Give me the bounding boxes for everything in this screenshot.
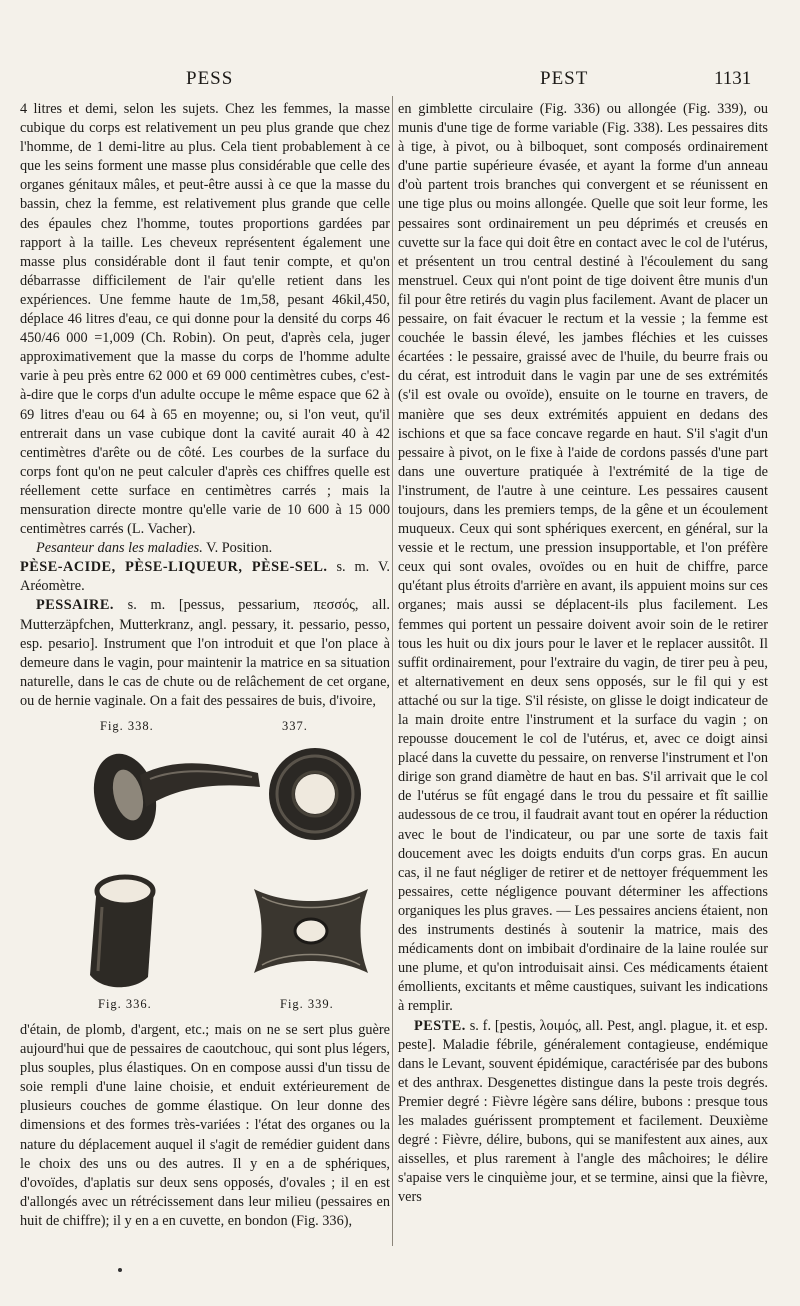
stem-pessary-illustration <box>80 735 270 855</box>
page-number: 1131 <box>714 68 752 89</box>
pesanteur-ref: V. Position. <box>202 540 273 557</box>
fig-339-caption: Fig. 339. <box>280 997 334 1011</box>
paragraph-pessary-use: en gimblette circulaire (Fig. 336) ou allongée (Fig. 339), ou munis d'une tige de forme variable (Fig. 338). Les pessaires dits à tige, à pivot, ou à bilboquet, sont composés ordinairement d'une partie supérieure évasée, et ayant la forme d'un anneau d'où partent trois branches qui convergent et se réunissent en une tige plus ou moins allongée. Quelle que soit leur forme, les pessaires sont ordinairement un peu déprimés et creusés en cuvette sur la face qui doit être en contact avec le col de l'utérus, et présentent un trou central destiné à l'écoulement du sang menstruel. Ceux qui n'ont point de tige doivent être munis d'un fil pour être retirés du vagin plus facilement. Avant de placer un pessaire, on fait évacuer le rectum et la vessie ; la femme est couchée le bassin élevé, les jambes fléchies et les cuisses écartées : le pessaire, graissé avec de l'huile, du beurre frais ou du cérat, est introduit dans le vagin par une de ses extrémités (s'il est ovale ou ovoïde), ensuite on le tourne en travers, de manière que ses deux extrémités appuient en dedans des ischions et que sa face concave regarde en haut. S'il s'agit d'un pessaire à pivot, on le fixe à l'aide de cordons passés d'une part dans une ouverture pratiquée à l'extrémité de la tige de l'instrument, de l'autre à une ceinture. Les pessaires causent toujours, dans les premiers temps, de la gêne et un écoulement muqueux. Ceux qui sont sphériques exercent, en général, sur la vessie et le rectum, une pression insupportable, et l'on préfère ceux qui sont ovales, ovoïdes ou en huit de chiffre, parce qu'étant plus étroits d'arrière en avant, ils appuient moins sur ces organes; mais aussi se déplacent-ils plus facilement. Les femmes qui portent un pessaire doivent avoir soin de le retirer tous les huit ou dix jours pour le laver et le replacer aussitôt. Il suffit ordinairement, pour l'extraire du vagin, de tirer peu à peu, et alternativement en deux sens opposés, sur le fil qui y est attaché ou sur la tige. S'il résiste, on glisse le doigt indicateur de la main droite entre l'instrument et la surface du vagin ; on repousse doucement le col de l'utérus, et, avec ce doigt ainsi placé dans la cuvette du pessaire, on renverse l'instrument et l'on dirige son grand diamètre de haut en bas. S'il arrivait que le col de l'utérus se fût engagé dans le trou du pessaire et fît saillie audessous de ce trou, il faudrait avant tout en opérer la réduction avec le bout de l'indicateur, ou par une sorte de taxis fait doucement avec les doigts enduits d'un corps gras. En aucun cas, il ne faut négliger de retirer et de nettoyer fréquemment les pessaires, cette négligence pouvant déterminer les affections organiques les plus graves. — Les pessaires anciens étaient, non des instruments destinés à soutenir la matrice, mais des médicaments dont on imbibait d'ordinaire de la laine roulée sur une plume, et qu'on introduisait ainsi. Ces médicaments étaient émollients, excitants et même caustiques, suivant les indications à remplir. <box>398 101 768 1015</box>
entry-pessaire-text: s. m. [pessus, pessarium, πεσσός, all. Mutterzäpfchen, Mutterkranz, angl. pessary, it. pessario, pesso, esp. pesario]. Instrument que l'on introduit et que l'on place à demeure dans le vagin, pour maintenir la matrice en sa situation naturelle, dans le cas de chute ou de relâchement de cet organe, ou de hernie vaginale. On a fait des pessaires de buis, d'ivoire, <box>20 597 390 709</box>
fig-338-caption: Fig. 338. <box>100 719 154 733</box>
fig-337-caption: 337. <box>282 719 308 733</box>
ring-pessary-illustration <box>260 739 370 849</box>
paragraph-body-density: 4 litres et demi, selon les sujets. Chez les femmes, la masse cubique du corps est relativement un peu plus grande que chez l'homme, de 1 demi-litre au plus. Cela tient probablement à ce que les seins forment une masse plus considérable que celle des organes génitaux mâles, et peut-être aussi à ce que la masse du bassin, chez la femme, est relativement plus grande que celle des épaules chez l'homme, toutes proportions gardées par rapport à la taille. Les cheveux représentent également une masse plus considérable dont il faut tenir compte, et qu'on débarrasse difficilement de l'air qu'elle retient dans les expériences. Une femme haute de 1m,58, pesant 46kil,450, déplace 46 litres d'eau, ce qui donne pour la densité du corps 46 450/46 000 =1,009 (Ch. Robin). On peut, d'après cela, juger approximativement que la masse du corps de l'homme adulte varie à peu près entre 62 000 et 69 000 centimètres cubes, c'est-à-dire que le corps d'un adulte occupe le même espace que 62 à 69 litres d'eau ou 64 à 65 en moyenne; ou, si l'on veut, qu'il entrerait dans un vase cubique dont la cavité aurait 40 à 42 centimètres d'arête ou de côté. Les courbes de la surface du corps font qu'on ne peut calculer d'après ces chiffres quelle est réellement cette surface en centimètres carrés ; mais la mensuration directe montre qu'elle varie de 10 600 à 15 000 centimètres carrés (L. Vacher). <box>20 101 390 538</box>
entry-peste-text: s. f. [pestis, λοιμός, all. Pest, angl. plague, it. et esp. peste]. Maladie fébrile, généralement contagieuse, endémique dans le Levant, souvent épidémique, caractérisée par des bubons et des anthrax. Desgenettes distingue dans la peste trois degrés. Premier degré : Fièvre légère sans délire, bubons : presque tous les malades guérissent promptement et facilement. Deuxième degré : Fièvre, délire, bubons, qui se manifestent aux aines, aux aisselles, et plus rarement à l'angle des mâchoires; le délire s'apaise vers le cinquième jour, et se termine, ainsi que la fièvre, vers <box>398 1017 768 1206</box>
column-divider <box>392 96 393 1246</box>
paragraph-pessary-materials: d'étain, de plomb, d'argent, etc.; mais on ne se sert plus guère aujourd'hui que de pessaires de caoutchouc, qui sont plus légers, plus souples, plus élastiques. On en compose aussi d'un tissu de soie rempli d'une laine choisie, et enduit extérieurement de plusieurs couches de gomme élastique. On leur donne des dimensions et des formes très-variées : l'état des organes ou la nature du déplacement auquel il s'agit de remédier guident dans le choix des uns ou des autres. Il y en a de sphériques, d'ovoïdes, d'aplatis sur deux sens opposés, d'ovales ; il en est d'allongés avec un rétrécissement dans leur milieu (pessaires en huit de chiffre); il y en a en cuvette, en bondon (Fig. 336), <box>20 1022 390 1229</box>
cylinder-pessary-illustration <box>82 867 162 991</box>
header-left-word: PESS <box>186 68 234 89</box>
running-header <box>0 68 800 92</box>
right-column <box>398 100 768 1270</box>
entry-peste <box>398 1017 768 1208</box>
print-speck <box>118 1268 122 1272</box>
entry-pese-acide-text: s. m. V. Aréomètre. <box>20 559 390 595</box>
entry-pese-acide <box>20 558 390 596</box>
headword-pese-acide: PÈSE-ACIDE, PÈSE-LIQUEUR, PÈSE-SEL. <box>20 559 328 576</box>
header-right-word: PEST <box>540 68 589 89</box>
headword-pessaire: PESSAIRE. <box>36 597 114 614</box>
headword-peste: PESTE. <box>414 1017 466 1034</box>
fig-336-caption: Fig. 336. <box>98 997 152 1011</box>
figure-eight-pessary-illustration <box>246 875 376 987</box>
left-column <box>20 100 390 1270</box>
entry-pessaire <box>20 596 390 711</box>
paragraph-pesanteur <box>20 539 390 558</box>
figure-plate-pessaries <box>20 717 390 1017</box>
pesanteur-italic: Pesanteur dans les maladies. <box>36 540 203 557</box>
